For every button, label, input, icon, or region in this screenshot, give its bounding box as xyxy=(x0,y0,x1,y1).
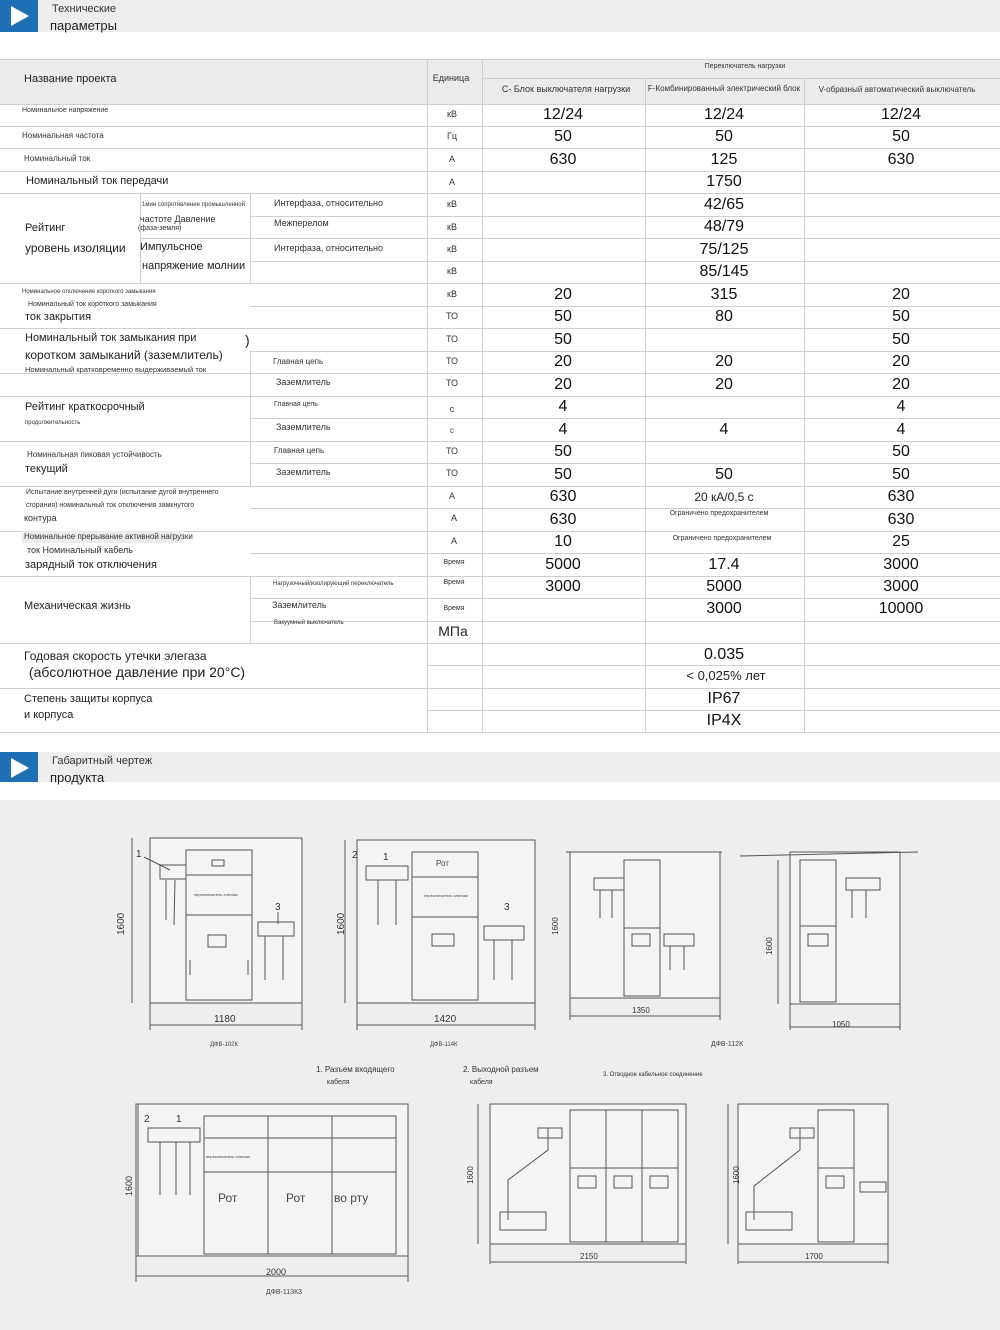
row-name: ток закрытия xyxy=(25,311,92,323)
cell-f: 1750 xyxy=(706,173,742,190)
row-sub: Заземлитель xyxy=(276,467,331,477)
row-unit: ТО xyxy=(445,446,459,456)
row-name: коротком замыканий (заземлитель) xyxy=(25,348,223,362)
section-title-line1: Технические xyxy=(52,3,117,15)
cell-v: 4 xyxy=(896,421,906,438)
row-sub: напряжение молнии xyxy=(142,260,246,272)
model-code: ДФВ-102К xyxy=(210,1042,238,1048)
row-name: Рейтинг xyxy=(25,222,66,234)
row-unit: А xyxy=(448,491,456,501)
dim-width: 2000 xyxy=(266,1267,287,1277)
callout-label: 2 xyxy=(144,1114,150,1125)
model-code: ДФВ-113К3 xyxy=(266,1289,303,1296)
cell-f: 5000 xyxy=(706,578,742,595)
cell-v: 630 xyxy=(887,488,915,505)
drawing-2150 xyxy=(466,1104,686,1264)
row-name: Номинальный ток замыкания при xyxy=(25,332,197,344)
row-unit: кВ xyxy=(447,266,457,276)
row-unit: ТО xyxy=(445,356,459,366)
play-icon xyxy=(0,0,38,32)
cell-f: 20 xyxy=(715,376,733,393)
dim-height: 1600 xyxy=(765,937,774,955)
row-unit: Время xyxy=(443,579,465,586)
row-name: зарядный ток отключения xyxy=(25,559,157,571)
cell-f: 20 xyxy=(715,353,733,370)
row-name: текущий xyxy=(25,463,68,475)
row-sub: Интерфаза, относительно xyxy=(274,198,383,208)
section-title-line1: Габаритный чертеж xyxy=(52,755,153,767)
cell-v: 20 xyxy=(892,376,910,393)
dim-height: 1600 xyxy=(124,1175,134,1196)
callout-label: 3 xyxy=(504,902,510,913)
dim-height: 1600 xyxy=(336,912,347,935)
cell-c: 20 xyxy=(554,376,572,393)
callout-label: 1 xyxy=(176,1114,182,1125)
section-header-tech xyxy=(0,0,1000,32)
row-unit: с xyxy=(450,426,454,435)
dim-width: 1350 xyxy=(632,1006,650,1015)
cell-f: Ограничено предохранителем xyxy=(669,510,769,517)
dim-width: 1420 xyxy=(434,1014,457,1025)
row-name: Номинальный ток короткого замыкания xyxy=(28,301,157,308)
legend-item: кабеля xyxy=(327,1079,350,1086)
cell-f: IP67 xyxy=(707,690,741,707)
row-name: Номинальная частота xyxy=(22,131,104,140)
panel-label: Рот xyxy=(436,859,449,868)
cell-v: 50 xyxy=(892,466,910,483)
cell-v: 3000 xyxy=(883,578,919,595)
cell-c: 630 xyxy=(549,511,577,528)
callout-label: 2 xyxy=(352,850,358,861)
row-unit: кВ xyxy=(447,199,457,209)
cell-v: 630 xyxy=(887,511,915,528)
cell-c: 630 xyxy=(549,488,577,505)
table-header-bg xyxy=(0,59,1000,104)
header-v: V-образный автоматический выключатель xyxy=(818,85,976,94)
row-name: Механическая жизнь xyxy=(24,600,131,612)
row-unit: ТО xyxy=(445,311,459,321)
row-sub: Главная цепь xyxy=(274,401,318,408)
section-title-line2: параметры xyxy=(50,18,117,33)
cell-f: Ограничено предохранителем xyxy=(672,535,772,542)
cell-c: 4 xyxy=(558,398,568,415)
row-unit: ТО xyxy=(445,334,459,344)
legend-item: 2. Выходной разъем xyxy=(463,1065,539,1074)
row-name: Номинальная пиковая устойчивость xyxy=(27,450,162,459)
row-unit: ТО xyxy=(445,468,459,478)
cell-v: 50 xyxy=(892,128,910,145)
cell-f: IP4X xyxy=(706,712,742,729)
row-unit: А xyxy=(450,513,458,523)
panel-label: Рот xyxy=(218,1191,238,1205)
row-unit: ТО xyxy=(445,378,459,388)
cell-f: 12/24 xyxy=(703,106,745,123)
cell-f: 85/145 xyxy=(699,263,749,280)
dim-width: 1700 xyxy=(805,1252,823,1261)
cell-v: 10000 xyxy=(878,600,924,617)
header-f: F-Комбинированный электрический блок xyxy=(647,84,801,93)
row-paren: ) xyxy=(245,332,250,348)
row-unit: А xyxy=(448,177,456,187)
drawing-dfv-113k3 xyxy=(124,1104,408,1296)
cell-f: 4 xyxy=(719,421,729,438)
cell-f: 42/65 xyxy=(703,196,745,213)
row-name: ток Номинальный кабель xyxy=(27,545,133,555)
dim-height: 1600 xyxy=(116,912,127,935)
row-name: Номинальный ток передачи xyxy=(26,175,169,187)
legend-item: 3. Отводное кабельное соединение xyxy=(603,1072,703,1078)
cell-c: 12/24 xyxy=(542,106,584,123)
row-unit: МПа xyxy=(438,623,468,639)
section-header-drawing xyxy=(0,752,1000,785)
row-sub: частоте Давление xyxy=(140,214,216,224)
row-name: Степень защиты корпуса xyxy=(24,693,153,705)
drawing-dfv-102k xyxy=(116,838,302,1048)
cell-v: 12/24 xyxy=(880,106,922,123)
row-name: (абсолютное давление при 20°C) xyxy=(28,664,246,680)
model-code: ДФВ-112К xyxy=(711,1041,744,1048)
row-unit: Гц xyxy=(446,131,458,141)
row-unit: А xyxy=(450,536,458,546)
row-name: Номинальный кратковременно выдерживаемый ток xyxy=(25,365,207,374)
cell-f: 50 xyxy=(715,128,733,145)
row-sub: Межперелом xyxy=(274,218,329,228)
section-title-line2: продукта xyxy=(50,770,105,785)
cell-f: 0.035 xyxy=(703,646,745,663)
panel-label: во рту xyxy=(334,1191,369,1205)
dim-width: 1180 xyxy=(214,1014,236,1025)
header-project: Название проекта xyxy=(24,73,117,85)
row-sub: Импульсное xyxy=(140,241,203,253)
row-sub: 1мин сопротивление промышленной xyxy=(142,202,245,208)
callout-label: 1 xyxy=(136,849,142,860)
model-code: ДФВ-114К xyxy=(430,1042,458,1048)
cell-v: 20 xyxy=(892,286,910,303)
cell-v: 50 xyxy=(892,443,910,460)
row-unit: кВ xyxy=(447,109,457,119)
dim-height: 1600 xyxy=(551,917,560,935)
row-unit: с xyxy=(449,404,455,414)
row-unit: кВ xyxy=(447,244,457,254)
row-name: Испытание внутренней дуги (испытание дугой внутреннего xyxy=(26,489,219,496)
row-name: сгорания) номинальный ток отключения замкнутого xyxy=(26,502,195,509)
cell-f: 75/125 xyxy=(699,241,749,258)
callout-label: 1 xyxy=(383,852,389,863)
panel-label: переключатель элегаза xyxy=(194,892,238,897)
cell-v: 3000 xyxy=(883,556,919,573)
cell-c: 4 xyxy=(558,421,568,438)
row-name: Годовая скорость утечки элегаза xyxy=(24,649,207,663)
row-unit: Время xyxy=(443,605,465,612)
cell-f: 48/79 xyxy=(703,218,745,235)
cell-c: 50 xyxy=(554,308,572,325)
row-sub: (фаза-земля) xyxy=(138,225,182,232)
cell-f: 125 xyxy=(710,151,738,168)
row-name: продолжительность xyxy=(25,420,81,426)
cell-f: < 0,025% лет xyxy=(686,668,766,683)
dim-height: 1600 xyxy=(732,1166,741,1184)
play-icon xyxy=(0,752,38,782)
header-group: Переключатель нагрузки xyxy=(704,63,786,70)
cell-v: 20 xyxy=(892,353,910,370)
cell-v: 4 xyxy=(896,398,906,415)
dim-height: 1600 xyxy=(466,1166,475,1184)
cell-f: 315 xyxy=(710,286,738,303)
row-sub: Главная цепь xyxy=(273,357,324,366)
row-sub: Вакуумный выключатель xyxy=(274,620,344,626)
row-sub: Интерфаза, относительно xyxy=(274,243,383,253)
cell-c: 20 xyxy=(554,353,572,370)
cell-c: 5000 xyxy=(545,556,581,573)
dim-width: 1050 xyxy=(832,1020,850,1029)
drawing-dfv-114k xyxy=(336,840,535,1048)
dimensional-drawings xyxy=(0,800,1000,1330)
cell-v: 25 xyxy=(892,533,910,550)
row-sub: Заземлитель xyxy=(276,422,331,432)
callout-label: 3 xyxy=(275,902,281,913)
row-name: и корпуса xyxy=(24,709,74,721)
header-unit: Единица xyxy=(432,73,470,83)
cell-c: 50 xyxy=(554,466,572,483)
drawing-1700 xyxy=(728,1104,888,1264)
cell-c: 10 xyxy=(554,533,572,550)
row-unit: А xyxy=(448,154,456,164)
panel-label: переключатель элегаза xyxy=(424,893,468,898)
header-c: C- Блок выключателя нагрузки xyxy=(501,84,631,94)
row-name: Номинальное напряжение xyxy=(22,107,109,114)
cell-v: 50 xyxy=(892,331,910,348)
legend-item: кабеля xyxy=(470,1079,493,1086)
row-sub: Главная цепь xyxy=(274,446,325,455)
drawing-side xyxy=(740,852,918,1030)
row-unit: Время xyxy=(443,559,465,566)
cell-v: 630 xyxy=(887,151,915,168)
row-name: Номинальное отключение короткого замыкания xyxy=(22,289,156,295)
cell-c: 50 xyxy=(554,443,572,460)
cell-c: 50 xyxy=(554,331,572,348)
legend xyxy=(316,1065,703,1086)
row-unit: кВ xyxy=(447,222,457,232)
cell-v: 50 xyxy=(892,308,910,325)
cell-c: 3000 xyxy=(545,578,581,595)
drawing-dfv-112k xyxy=(551,852,744,1048)
cell-c: 50 xyxy=(554,128,572,145)
row-sub: Заземлитель xyxy=(276,377,331,387)
row-unit: кВ xyxy=(447,289,457,299)
row-name: Номинальный ток xyxy=(24,154,91,163)
legend-item: 1. Разъем входящего xyxy=(316,1065,395,1074)
row-sub: Нагрузочный/изолирующий переключатель xyxy=(273,581,394,587)
row-name: Рейтинг краткосрочный xyxy=(25,401,145,413)
cell-c: 20 xyxy=(554,286,572,303)
cell-f: 80 xyxy=(715,308,733,325)
panel-label: Рот xyxy=(286,1191,306,1205)
tech-params-table xyxy=(0,59,1000,733)
cell-f: 20 кА/0,5 с xyxy=(694,490,754,504)
row-sub: Заземлитель xyxy=(272,600,327,610)
row-name: уровень изоляции xyxy=(25,241,126,255)
row-name: контура xyxy=(24,513,57,523)
cell-f: 50 xyxy=(715,466,733,483)
panel-label: переключатель элегаза xyxy=(206,1154,250,1159)
cell-f: 17.4 xyxy=(708,556,740,573)
cell-f: 3000 xyxy=(706,600,742,617)
dim-width: 2150 xyxy=(580,1252,598,1261)
row-name: Номинальное прерывание активной нагрузки xyxy=(24,532,193,541)
cell-c: 630 xyxy=(549,151,577,168)
